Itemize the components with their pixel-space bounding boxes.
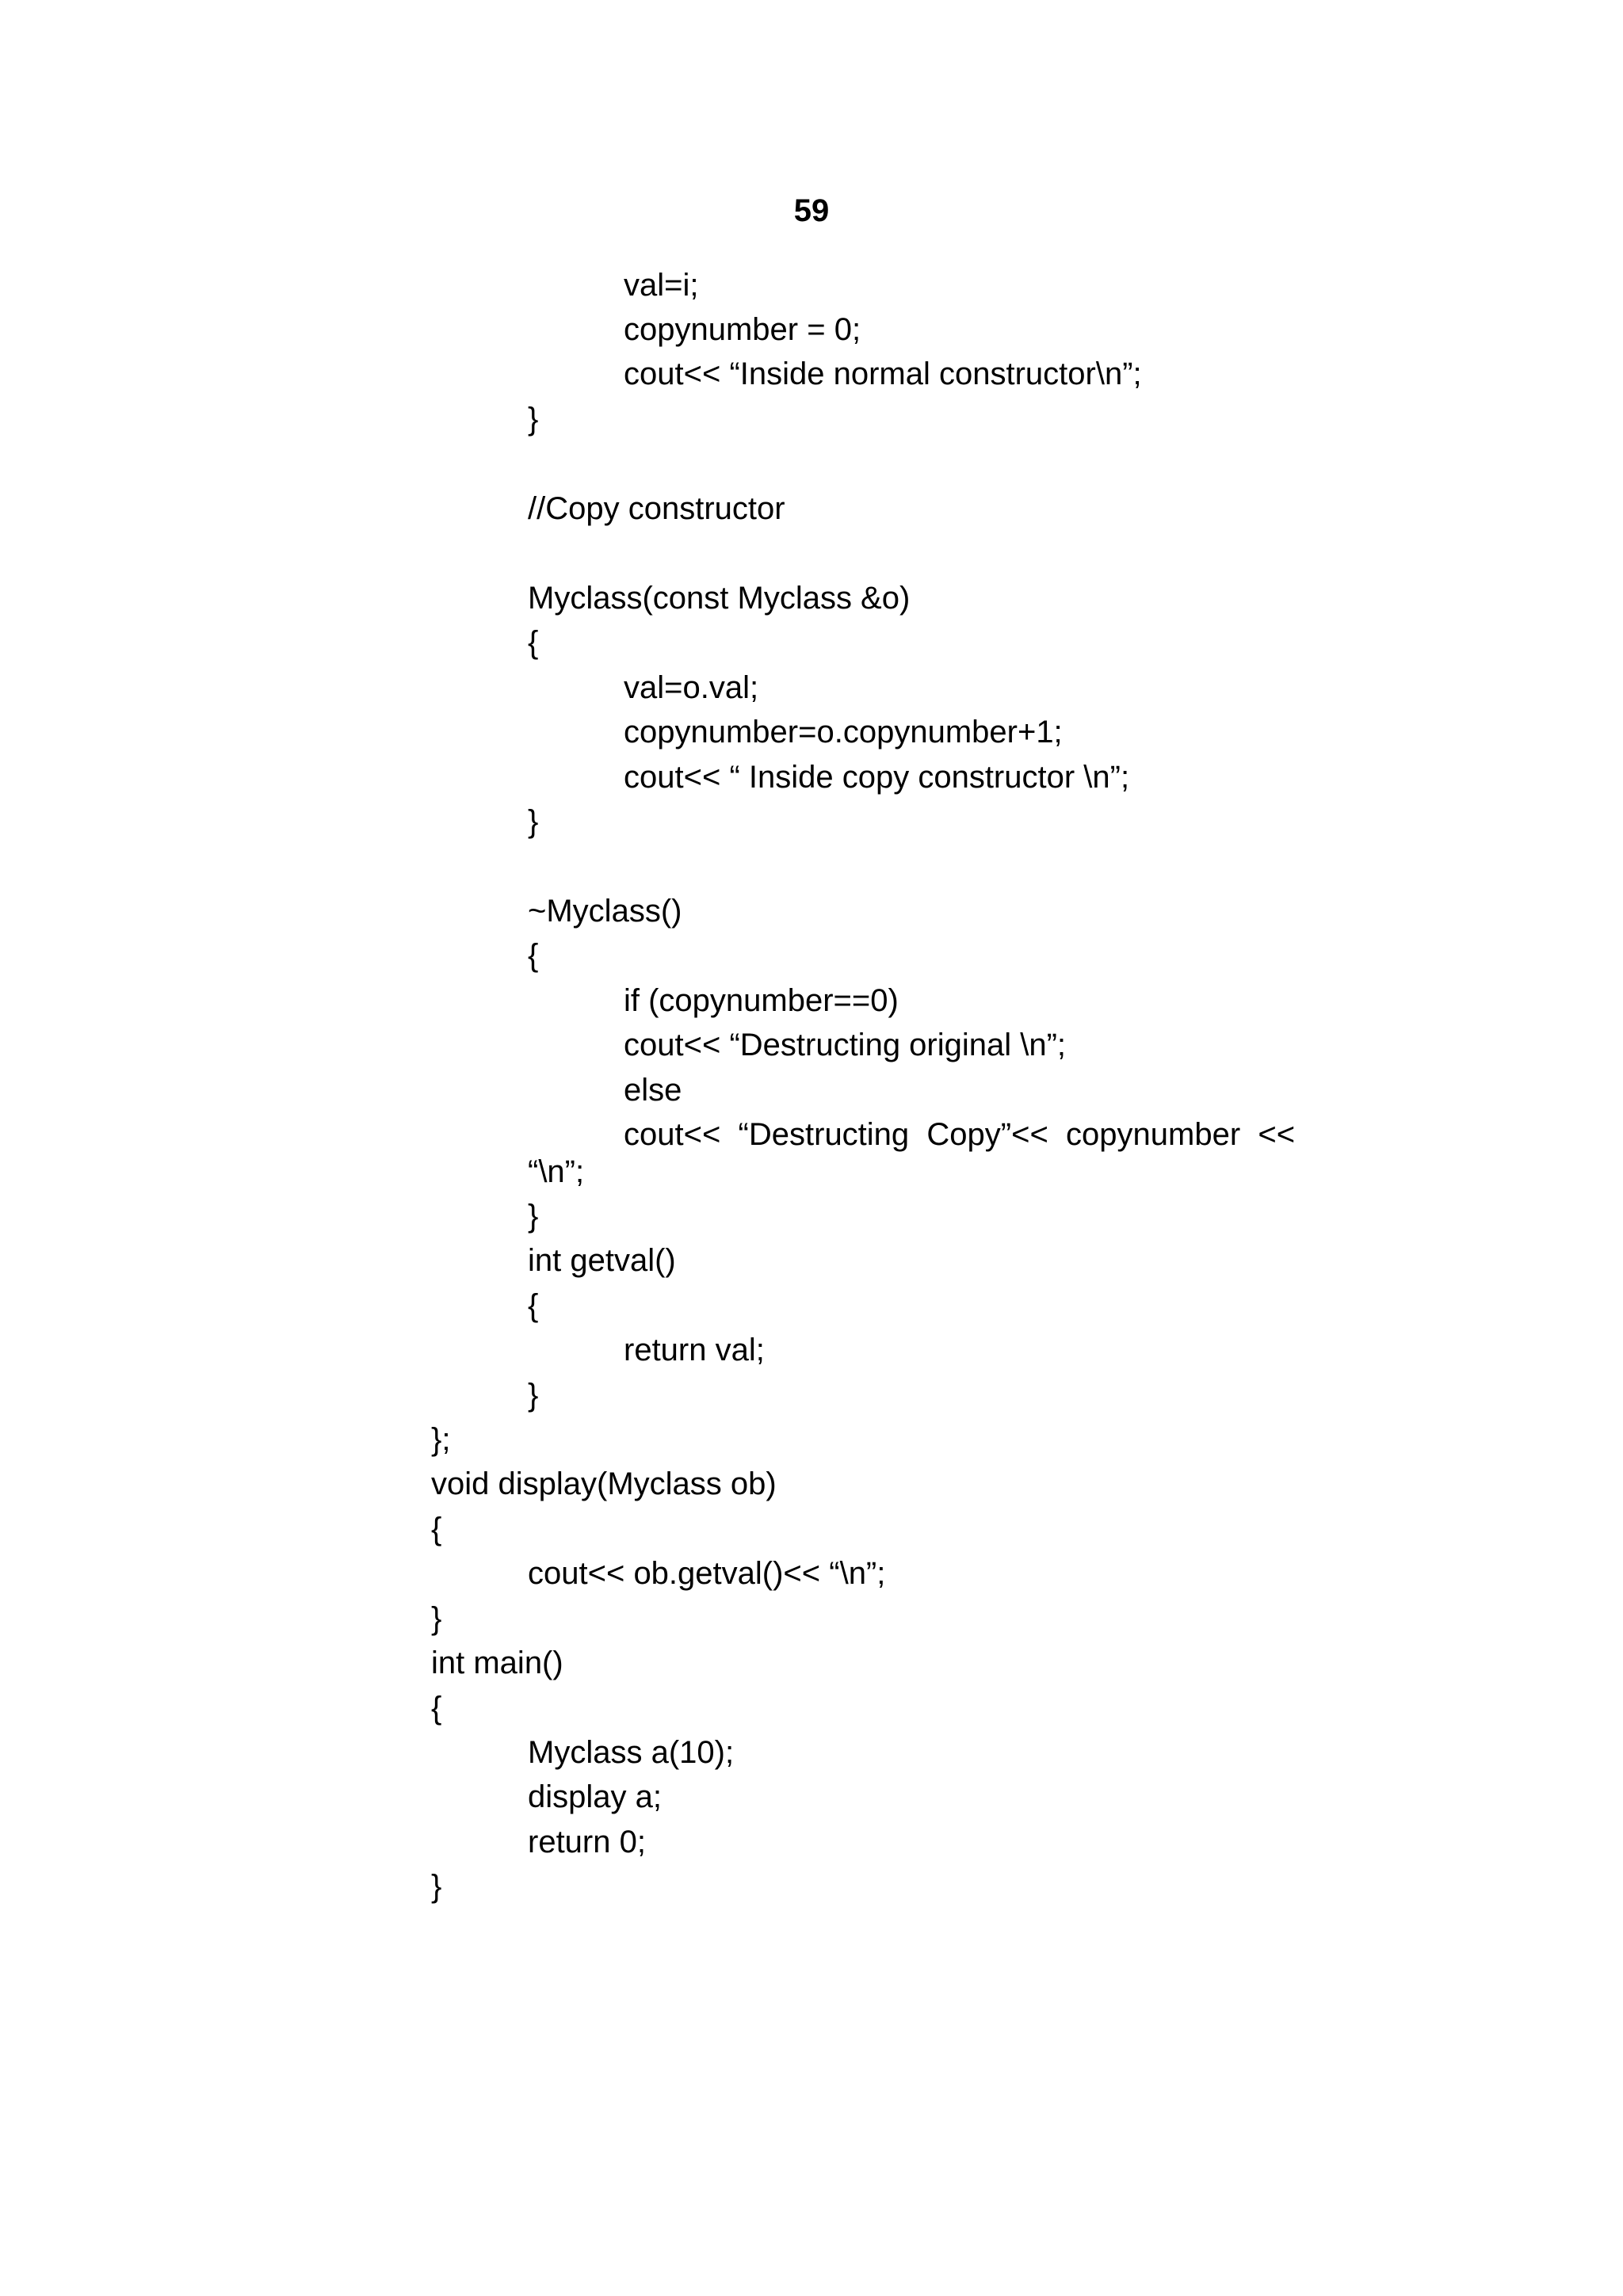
code-line: } — [528, 402, 539, 437]
code-line: { — [528, 938, 539, 973]
code-line: Myclass a(10); — [528, 1735, 735, 1770]
code-line: } — [528, 1199, 539, 1234]
code-line: } — [528, 804, 539, 839]
code-line: display a; — [528, 1779, 662, 1814]
code-line: copynumber=o.copynumber+1; — [624, 715, 1063, 749]
code-line: val=o.val; — [624, 670, 759, 705]
code-line: cout<< “ Inside copy constructor \n”; — [624, 760, 1130, 795]
code-line: ~Myclass() — [528, 894, 682, 929]
code-line: } — [431, 1869, 442, 1904]
code-line: cout<< “Destructing original \n”; — [624, 1028, 1067, 1062]
code-line: { — [528, 625, 539, 660]
code-line: cout<< “Destructing Copy”<< copynumber << — [624, 1117, 1296, 1152]
code-line: int getval() — [528, 1243, 676, 1278]
code-line: copynumber = 0; — [624, 312, 861, 347]
code-line: val=i; — [624, 268, 699, 303]
code-line: Myclass(const Myclass &o) — [528, 581, 911, 616]
code-line: } — [528, 1378, 539, 1413]
code-comment: //Copy constructor — [528, 491, 785, 526]
code-line: cout<< “Inside normal constructor\n”; — [624, 357, 1142, 391]
code-line: if (copynumber==0) — [624, 983, 899, 1018]
code-line: return val; — [624, 1333, 765, 1367]
code-line: else — [624, 1073, 682, 1108]
code-line: void display(Myclass ob) — [431, 1466, 777, 1501]
code-line: }; — [431, 1422, 451, 1457]
code-line: { — [431, 1691, 442, 1726]
code-line: int main() — [431, 1646, 563, 1680]
page-number: 59 — [793, 193, 830, 228]
code-line: “\n”; — [528, 1154, 585, 1189]
code-line: } — [431, 1601, 442, 1636]
code-line: { — [431, 1512, 442, 1547]
code-line: return 0; — [528, 1825, 646, 1859]
code-line: cout<< ob.getval()<< “\n”; — [528, 1556, 886, 1591]
code-line: { — [528, 1288, 539, 1323]
